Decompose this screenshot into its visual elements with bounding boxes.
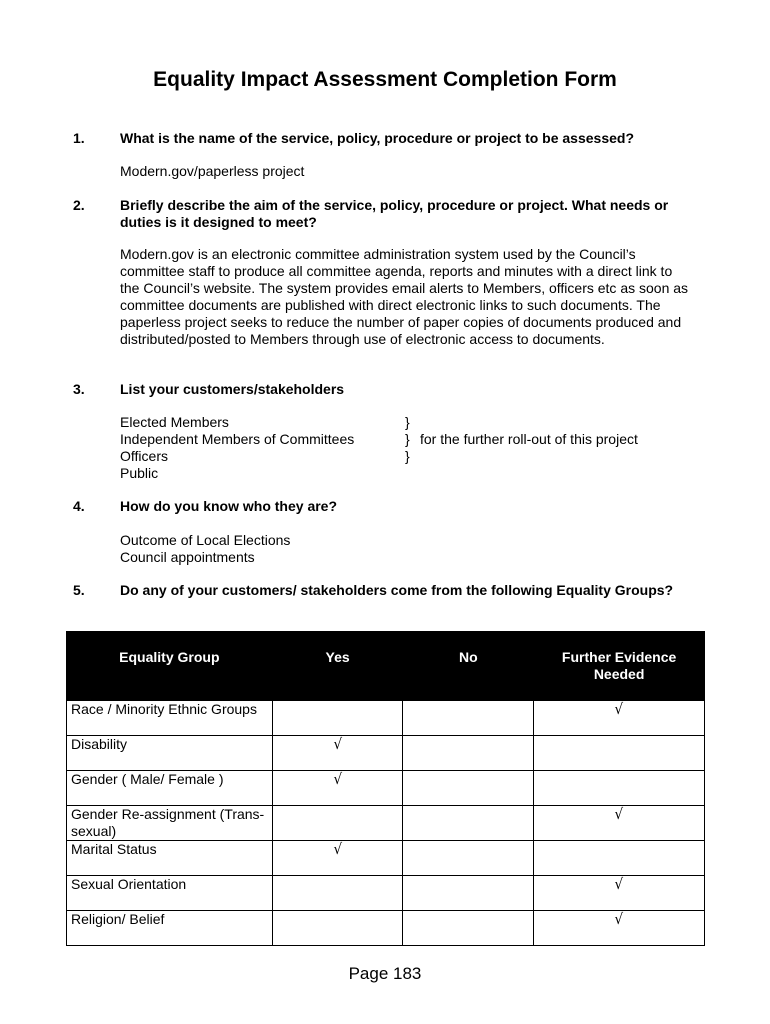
page-number: Page 183 xyxy=(348,964,422,983)
stakeholder-item: Public xyxy=(120,465,159,481)
stakeholder-item: Elected Members xyxy=(120,414,229,430)
question-4-text: How do you know who they are? xyxy=(120,498,338,514)
yes-cell xyxy=(272,876,403,911)
group-cell: Sexual Orientation xyxy=(67,876,273,911)
answer-line: Council appointments xyxy=(120,549,255,565)
further-cell xyxy=(534,876,705,911)
brace: } xyxy=(405,414,410,430)
group-cell: Race / Minority Ethnic Groups xyxy=(67,701,273,736)
further-cell xyxy=(534,701,705,736)
no-cell xyxy=(403,841,534,876)
yes-cell xyxy=(272,841,403,876)
further-cell xyxy=(534,911,705,946)
page-title: Equality Impact Assessment Completion Form xyxy=(153,68,617,91)
question-4-answer xyxy=(120,532,700,566)
question-3-number: 3. xyxy=(73,381,85,397)
group-cell: Gender Re-assignment (Trans-sexual) xyxy=(67,806,273,841)
question-5-text: Do any of your customers/ stakeholders come from the following Equality Groups? xyxy=(120,582,674,598)
question-2-answer: Modern.gov is an electronic committee administration system used by the Council’s committee staff to produce all committee agenda, reports and minutes with a direct link to the Council’s website. The system provides email alerts to Members, officers etc as soon as committee documents are published with direct electronic links to such documents. The paperless project seeks to reduce the number of paper copies of documents produced and distributed/posted to Members through use of electronic access to documents. xyxy=(120,246,689,347)
header-yes: Yes xyxy=(272,632,403,701)
further-cell xyxy=(534,806,705,841)
stakeholder-braces xyxy=(405,414,410,465)
no-cell xyxy=(403,701,534,736)
question-3-text: List your customers/stakeholders xyxy=(120,381,345,397)
table-row xyxy=(67,771,705,806)
question-1-number: 1. xyxy=(73,130,85,146)
stakeholder-item: Independent Members of Committees xyxy=(120,431,355,447)
table-row xyxy=(67,806,705,841)
tick-mark: √ xyxy=(333,735,342,753)
header-equality-group: Equality Group xyxy=(67,632,273,701)
further-cell xyxy=(534,841,705,876)
brace: } xyxy=(405,431,410,447)
group-cell: Gender ( Male/ Female ) xyxy=(67,771,273,806)
no-cell xyxy=(403,806,534,841)
no-cell xyxy=(403,911,534,946)
answer-line: Outcome of Local Elections xyxy=(120,532,291,548)
tick-mark: √ xyxy=(333,770,342,788)
tick-mark: √ xyxy=(333,840,342,858)
yes-cell xyxy=(272,736,403,771)
question-1-answer: Modern.gov/paperless project xyxy=(120,163,305,179)
tick-mark: √ xyxy=(614,910,624,928)
question-4-number: 4. xyxy=(73,498,85,514)
table-row xyxy=(67,841,705,876)
group-cell: Marital Status xyxy=(67,841,273,876)
question-5-number: 5. xyxy=(73,582,85,598)
further-cell xyxy=(534,736,705,771)
question-1-text: What is the name of the service, policy, procedure or project to be assessed? xyxy=(120,130,635,146)
yes-cell xyxy=(272,771,403,806)
group-cell: Religion/ Belief xyxy=(67,911,273,946)
no-cell xyxy=(403,876,534,911)
no-cell xyxy=(403,771,534,806)
table-row xyxy=(67,701,705,736)
no-cell xyxy=(403,736,534,771)
table-row xyxy=(67,876,705,911)
table-row xyxy=(67,736,705,771)
yes-cell xyxy=(272,701,403,736)
stakeholder-item: Officers xyxy=(120,448,168,464)
question-2-text: Briefly describe the aim of the service, policy, procedure or project. What needs or duties is it designed to meet? xyxy=(120,197,669,230)
stakeholder-note: for the further roll-out of this project xyxy=(420,431,638,447)
tick-mark: √ xyxy=(614,805,624,823)
yes-cell xyxy=(272,911,403,946)
yes-cell xyxy=(272,806,403,841)
equality-groups-table xyxy=(66,631,705,946)
brace: } xyxy=(405,448,410,464)
header-further-evidence: Further Evidence Needed xyxy=(534,632,705,701)
table-row xyxy=(67,911,705,946)
stakeholder-list xyxy=(120,414,354,482)
further-cell xyxy=(534,771,705,806)
table-header-row xyxy=(67,632,705,701)
group-cell: Disability xyxy=(67,736,273,771)
question-2-number: 2. xyxy=(73,197,85,213)
header-no: No xyxy=(403,632,534,701)
tick-mark: √ xyxy=(614,875,624,893)
tick-mark: √ xyxy=(614,700,624,718)
